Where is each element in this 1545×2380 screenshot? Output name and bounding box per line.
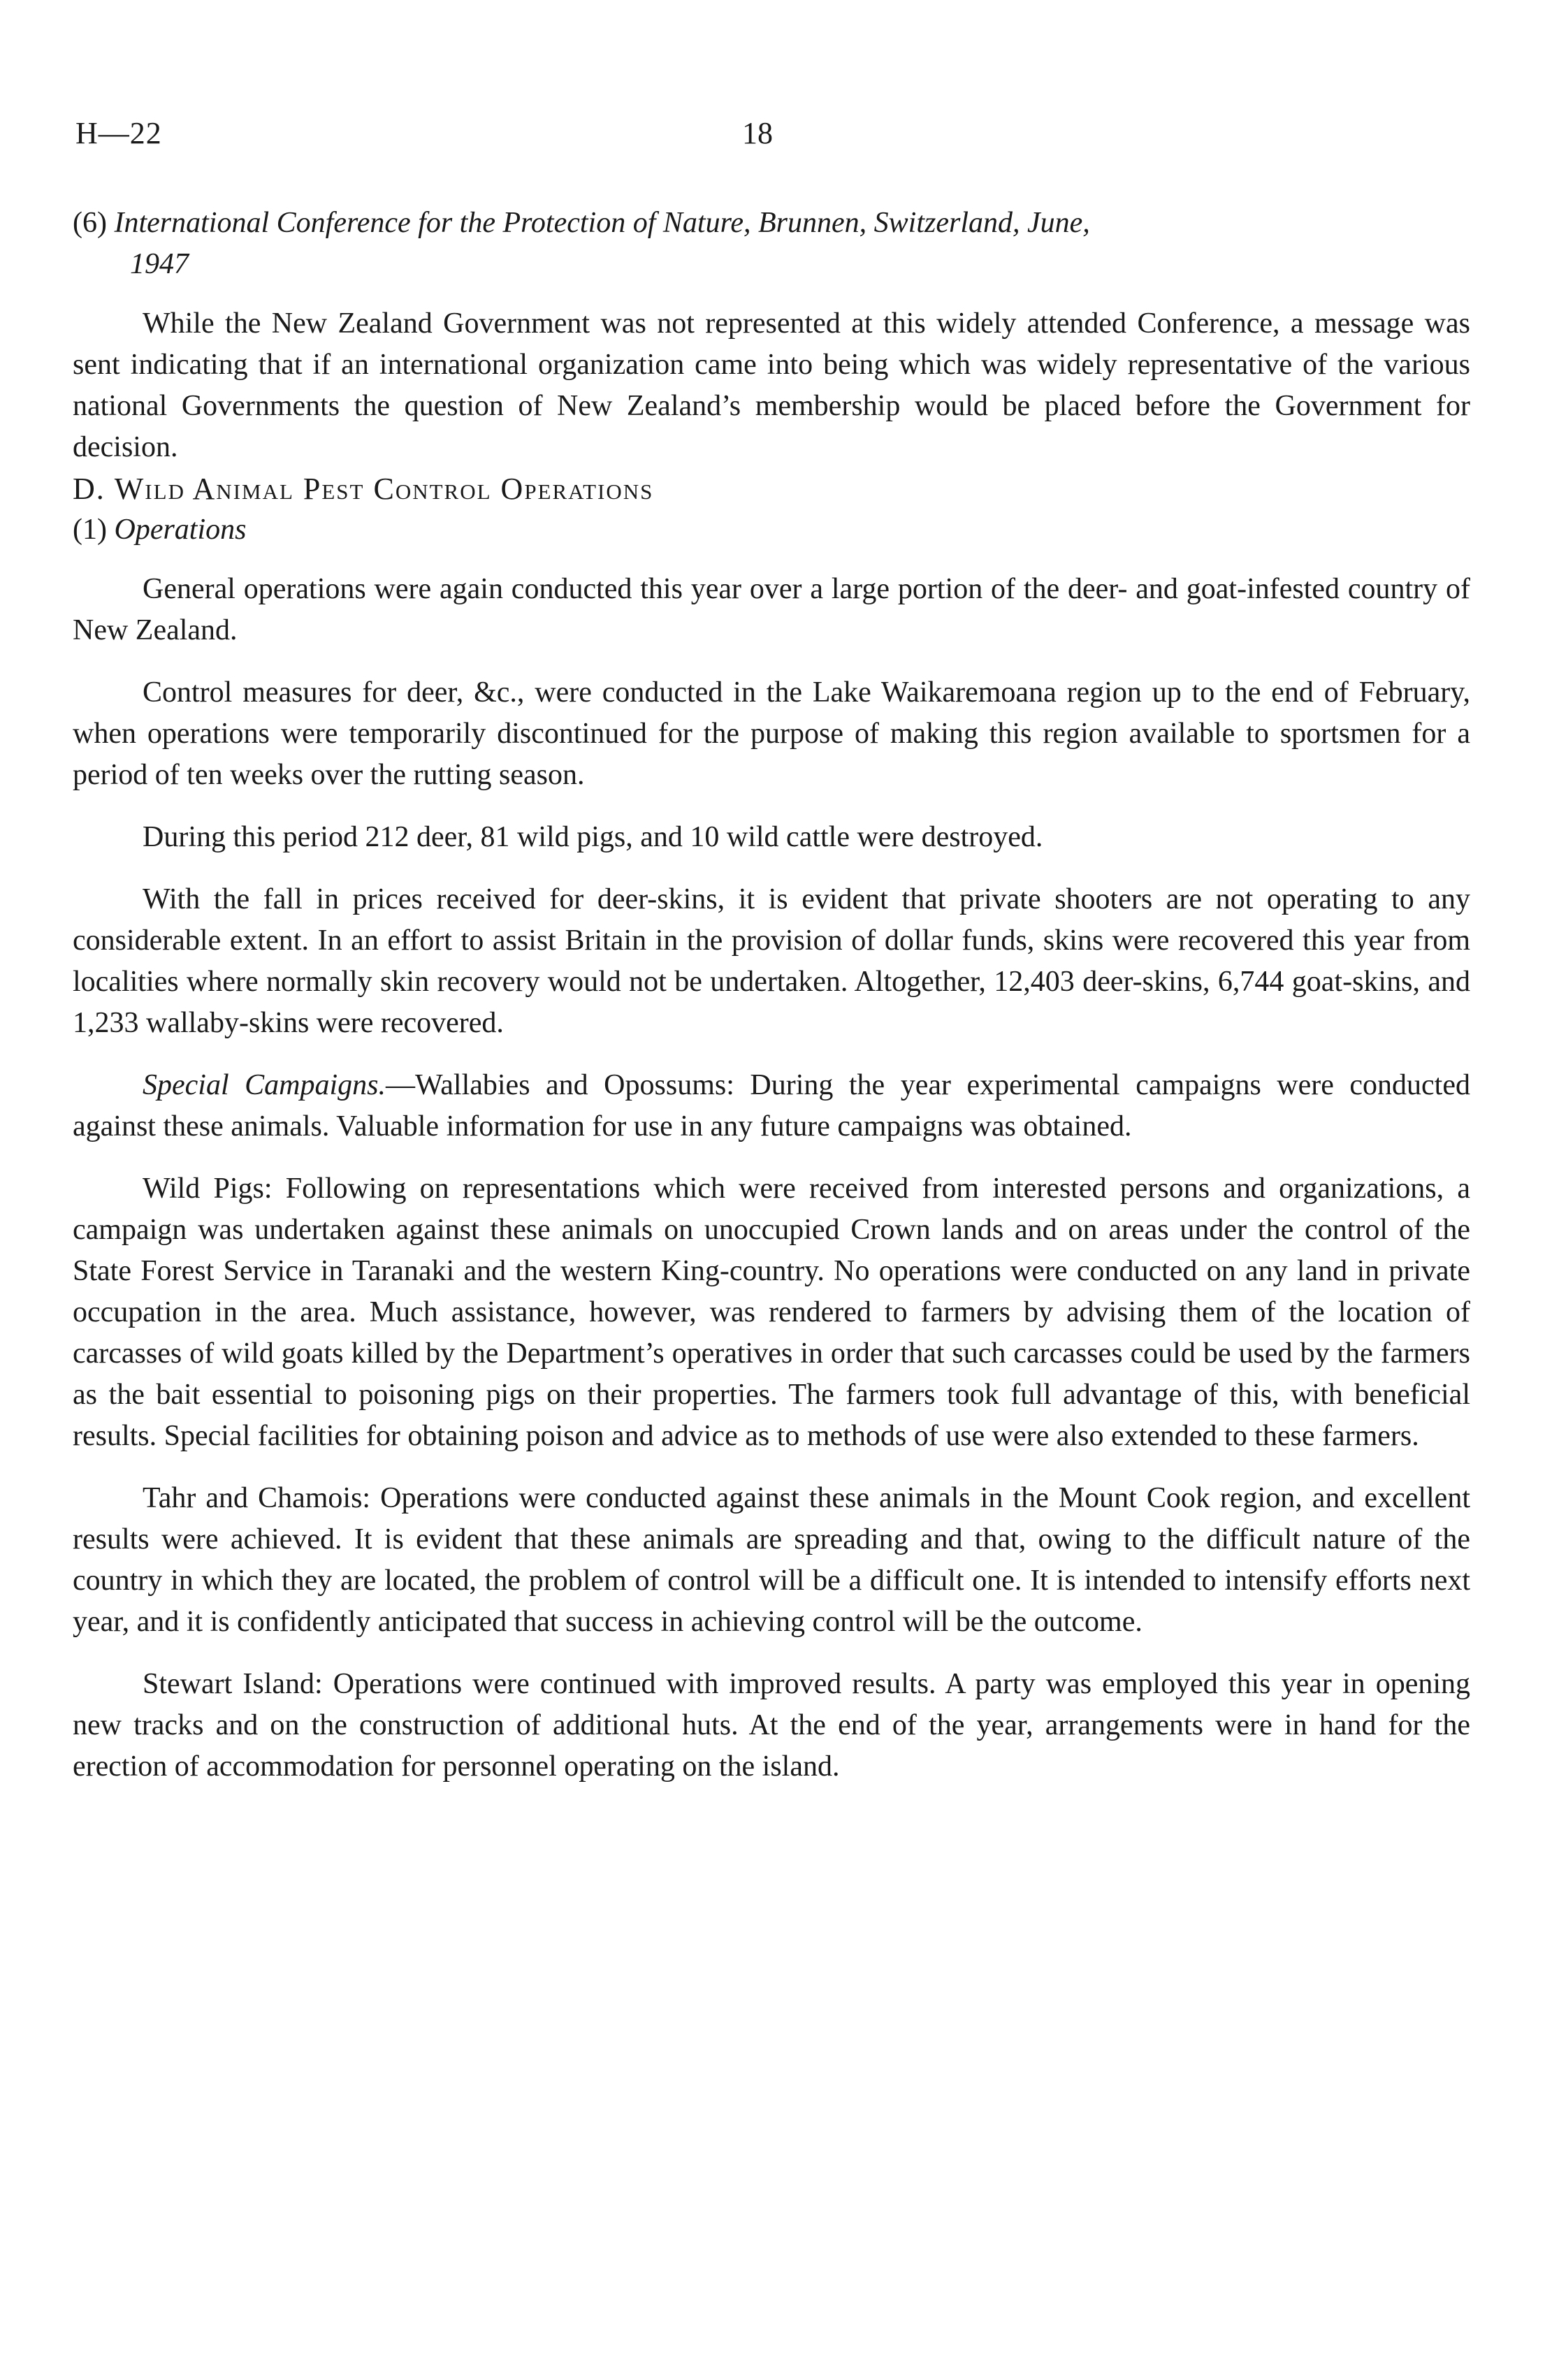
paragraph-tahr-chamois: Tahr and Chamois: Operations were conducted against these animals in the Mount Cook region, and excellent results were achieved. It is evident that these animals are spreading and that, owing to the difficult nature of the country in which they are located, the problem of control will be a difficult one. It is intended to intensify efforts next year, and it is confidently anticipated that success in achieving control will be the outcome. [73,1482,1470,1638]
paragraph-skins-recovered: With the fall in prices received for deer-skins, it is evident that private shooters are not operating to any considerable extent. In an effort to assist Britain in the provision of dollar funds, skins were recovered this year from localities where normally skin recovery would not be undertaken. Altogether, 12,403 deer-skins, 6,744 goat-skins, and 1,233 wallaby-skins were recovered. [73,883,1470,1039]
paragraph-destroyed-counts: During this period 212 deer, 81 wild pigs, and 10 wild cattle were destroyed. [143,821,1043,853]
section-6-heading [73,203,1470,285]
subsection-number: (1) [73,514,107,546]
section-6-paragraph: While the New Zealand Government was not represented at this widely attended Conference, a message was sent indicating that if an international organization came into being which was widely representative of the various national Governments the question of New Zealand’s membership would be placed before the Government for decision. [73,307,1470,463]
page-body [73,203,1470,1787]
special-campaigns-lead: Special Campaigns. [143,1069,386,1101]
document-reference: H—22 [75,116,162,150]
document-page [73,0,1470,2380]
paragraph-stewart-island: Stewart Island: Operations were continued with improved results. A party was employed this year in opening new tracks and on the construction of additional huts. At the end of the year, arrangements were in hand for the erection of accommodation for personnel operating on the island. [73,1668,1470,1783]
section-d-letter: D. [73,472,106,506]
section-6-title: International Conference for the Protection of Nature, Brunnen, Switzerland, June, [114,207,1090,239]
paragraph-general-operations: General operations were again conducted this year over a large portion of the deer- and goat-infested country of New Zealand. [73,573,1470,646]
section-d-heading [73,468,1470,509]
special-campaigns-text: —Wallabies and Opossums: During the year experimental campaigns were conducted against these animals. Valuable information for use in any future campaigns was obtained. [73,1069,1470,1142]
paragraph-control-measures: Control measures for deer, &c., were conducted in the Lake Waikaremoana region up to the end of February, when operations were temporarily discontinued for the purpose of making this region available to sportsmen for a period of ten weeks over the rutting season. [73,676,1470,791]
section-6-number: (6) [73,207,107,239]
subsection-operations-heading [73,509,1470,551]
paragraph-wild-pigs: Wild Pigs: Following on representations which were received from interested persons and organizations, a campaign was undertaken against these animals on unoccupied Crown lands and on areas under the control of the State Forest Service in Taranaki and the western King-country. No operations were conducted on any land in private occupation in the area. Much assistance, however, was rendered to farmers by advising them of the location of carcasses of wild goats killed by the Department’s operatives in order that such carcasses could be used by the farmers as the bait essential to poisoning pigs on their properties. The farmers took full advantage of this, with beneficial results. Special facilities for obtaining poison and advice as to methods of use were also extended to these farmers. [73,1173,1470,1452]
page-header [73,115,1470,157]
paragraph-special-campaigns [73,1065,1470,1147]
page-number: 18 [742,116,773,150]
subsection-title: Operations [114,514,247,546]
section-6-title-year: 1947 [130,248,189,280]
section-d-title: Wild Animal Pest Control Operations [114,472,654,506]
